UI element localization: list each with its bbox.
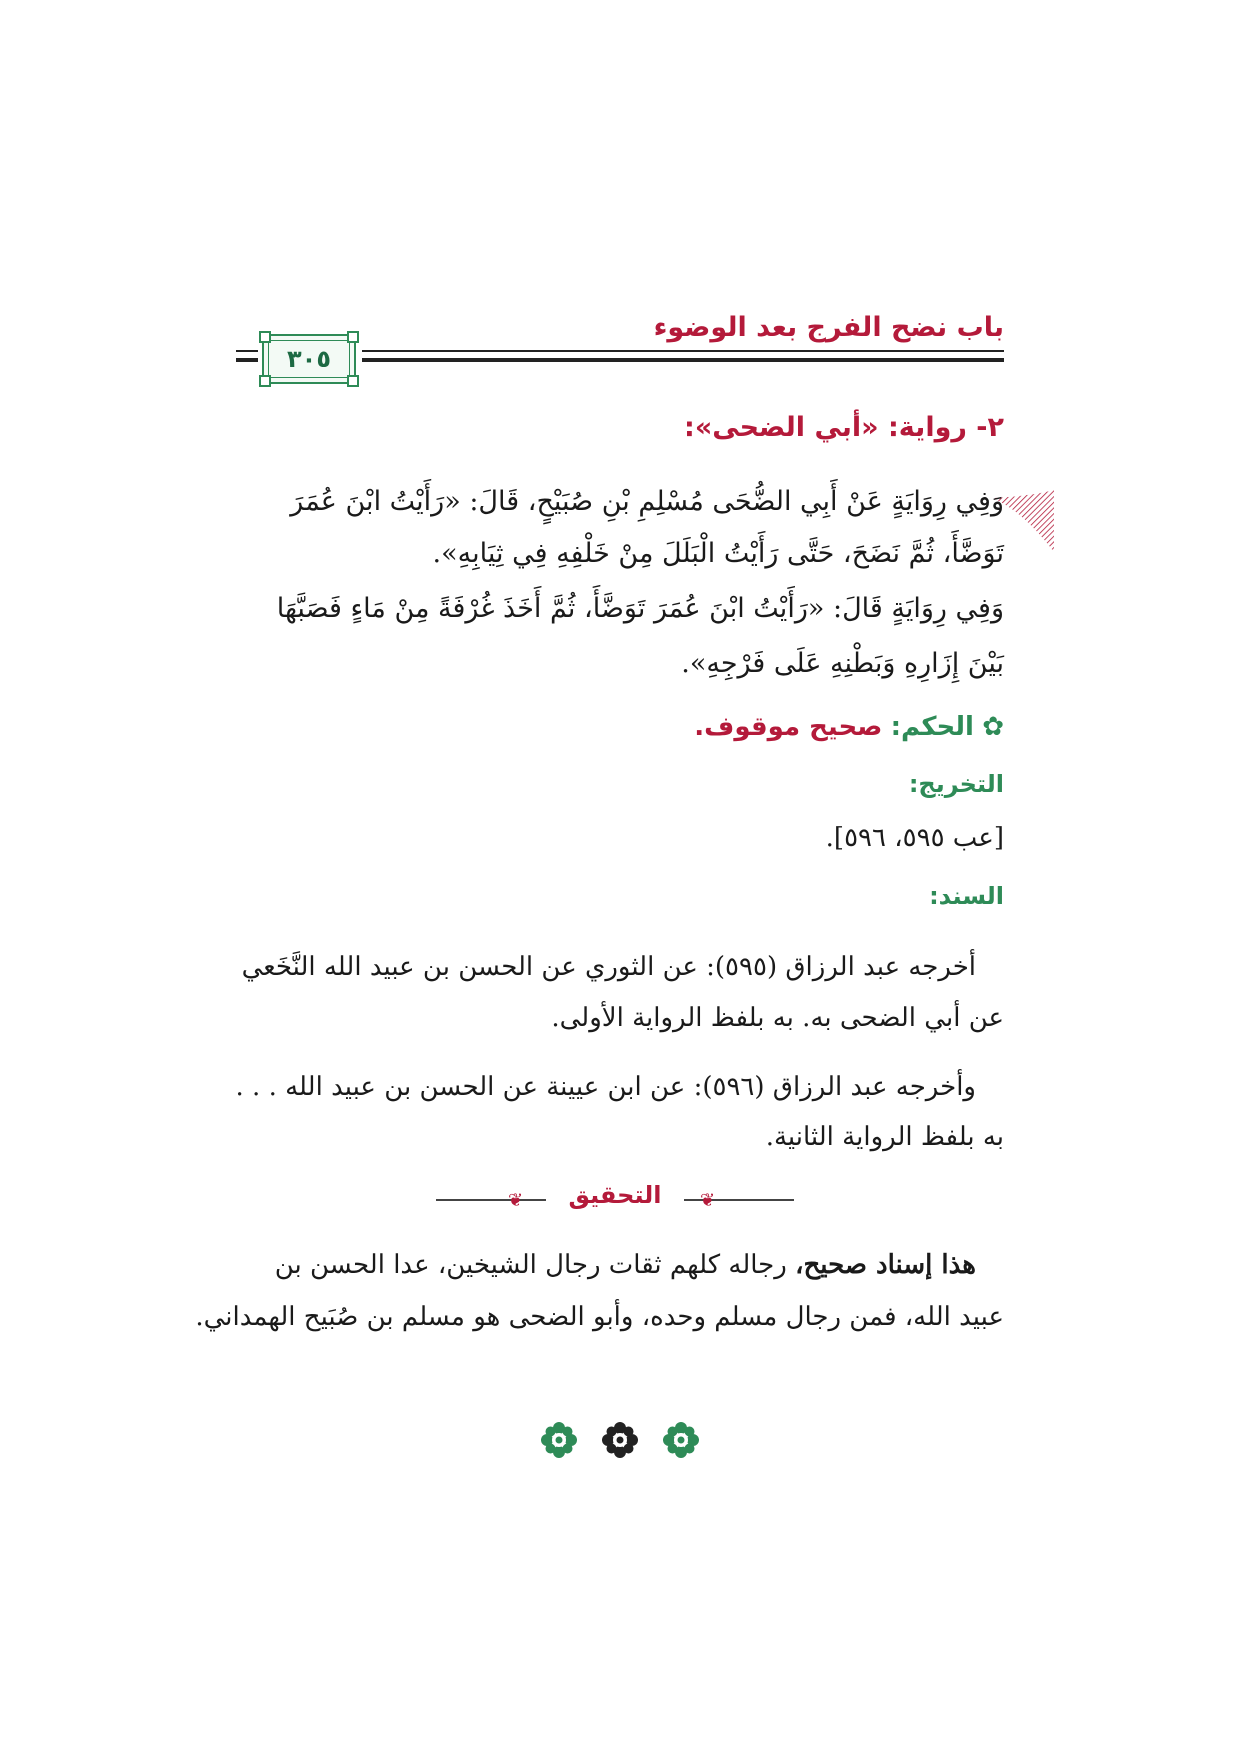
ruling-line: [694, 712, 1004, 742]
tahqiq-line-2: عبيد الله، فمن رجال مسلم وحده، وأبو الضحى هو مسلم بن صُبَيح الهمداني.: [195, 1302, 1004, 1332]
running-title: باب نضح الفرج بعد الوضوء: [653, 312, 1004, 343]
tahqiq-divider-label: التحقيق: [546, 1181, 684, 1209]
sanad-paragraph-2-line-2: به بلفظ الرواية الثانية.: [765, 1122, 1004, 1152]
closing-ornaments: [0, 1420, 1240, 1460]
sanad-paragraph-1-line-2: عن أبي الضحى به. به بلفظ الرواية الأولى.: [551, 1003, 1004, 1033]
frame-corner-ornament: [347, 375, 359, 387]
divider-ornament-icon: ❦: [700, 1190, 716, 1211]
hadith-line-1: وَفِي رِوَايَةٍ عَنْ أَبِي الضُّحَى مُسْلِمِ بْنِ صُبَيْحٍ، قَالَ: «رَأَيْتُ ابْنَ عُمَرَ: [290, 486, 1004, 517]
tahqiq-line-1: [275, 1250, 976, 1280]
takhrij-reference: [عب ٥٩٥، ٥٩٦].: [825, 823, 1004, 853]
frame-corner-ornament: [347, 331, 359, 343]
page-number: ٣٠٥: [287, 345, 331, 373]
frame-corner-ornament: [259, 331, 271, 343]
divider-line-left: [436, 1199, 546, 1201]
frame-corner-ornament: [259, 375, 271, 387]
tahqiq-lead: هذا إسناد صحيح،: [795, 1250, 976, 1280]
hadith-line-2: تَوَضَّأَ، ثُمَّ نَضَحَ، حَتَّى رَأَيْتُ الْبَلَلَ مِنْ خَلْفِهِ فِي ثِيَابِهِ».: [432, 538, 1004, 569]
ruling-flower-icon: ✿: [982, 712, 1004, 742]
header-rule-left-top: [236, 350, 258, 352]
sanad-paragraph-1-line-1: أخرجه عبد الرزاق (٥٩٥): عن الثوري عن الحسن بن عبيد الله النَّخَعي: [241, 952, 976, 982]
divider-ornament-icon: ❦: [508, 1190, 524, 1211]
flower-icon-dark: [600, 1420, 640, 1460]
header-rule-right-bottom: [362, 358, 1004, 362]
sanad-heading: السند:: [929, 882, 1004, 910]
section-heading: ٢- رواية: «أبي الضحى»:: [684, 412, 1004, 443]
sanad-paragraph-2-line-1: وأخرجه عبد الرزاق (٥٩٦): عن ابن عيينة عن الحسن بن عبيد الله . . .: [235, 1072, 976, 1102]
flower-icon-green: [539, 1420, 579, 1460]
ruling-label: الحكم:: [890, 712, 974, 742]
page-number-frame: [262, 334, 356, 384]
hadith-line-3: وَفِي رِوَايَةٍ قَالَ: «رَأَيْتُ ابْنَ عُمَرَ تَوَضَّأَ، ثُمَّ أَخَذَ غُرْفَةً مِنْ مَاءٍ فَصَبَّهَا: [276, 593, 1004, 624]
ruling-value: صحيح موقوف.: [694, 712, 883, 742]
hadith-line-4: بَيْنَ إِزَارِهِ وَبَطْنِهِ عَلَى فَرْجِهِ».: [681, 648, 1004, 679]
header-rule-right-top: [362, 350, 1004, 352]
header-rule-left-bottom: [236, 358, 258, 362]
takhrij-heading: التخريج:: [908, 770, 1004, 798]
flower-icon-green: [661, 1420, 701, 1460]
tahqiq-line-1-rest: رجاله كلهم ثقات رجال الشيخين، عدا الحسن بن: [274, 1250, 796, 1280]
